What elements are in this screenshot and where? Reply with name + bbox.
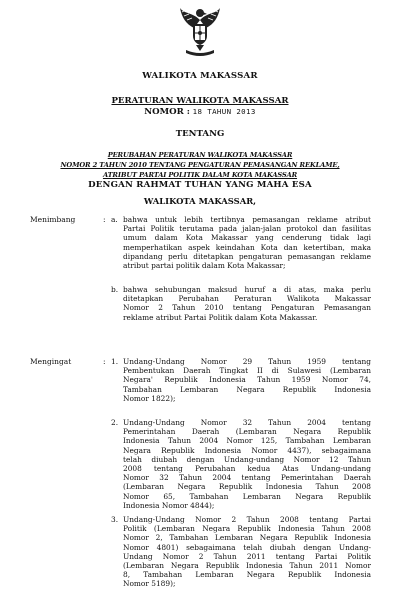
item-marker: 3. — [111, 515, 119, 524]
item-line: Nomor 2 Tahun 2010 tentang Pengaturan Pemasangan — [123, 303, 371, 313]
number-label: NOMOR : — [144, 107, 190, 117]
item-line: (Lembaran Negara Republik Indonesia Tahun 2011 Nomor — [123, 561, 371, 571]
about-heading: TENTANG — [175, 129, 225, 139]
item-line: atribut partai politik dalam Kota Makassar; — [123, 261, 286, 271]
mengingat-label: Mengingat — [30, 357, 72, 366]
item-line: Nomor 65, Tambahan Lembaran Negara Republik — [123, 491, 371, 501]
item-line: umum dalam Kota Makassar yang cenderung tidak lagi — [123, 233, 371, 243]
item-line: Nomor 32 Tahun 2004 tentang Pemerintahan Daerah — [123, 473, 371, 483]
item-marker: 2. — [111, 418, 119, 427]
item-line: Politik (Lembaran Negara Republik Indonesia Tahun 2008 — [123, 524, 371, 534]
item-line: Negara Republik Indonesia Nomor 4437), sebagaimana — [123, 445, 371, 455]
grace-statement: DENGAN RAHMAT TUHAN YANG MAHA ESA — [88, 180, 312, 190]
item-line: ditetapkan Perubahan Peraturan Walikota Makassar — [123, 294, 371, 304]
item-line: 8, Tambahan Lembaran Negara Republik Indonesia — [123, 570, 371, 580]
item-line: Nomor 1822); — [123, 393, 176, 403]
item-line: Undang-Undang Nomor 29 Tahun 1959 tentang — [123, 357, 371, 366]
item-line: memperhatikan aspek keindahan Kota dan ketertiban, maka — [123, 242, 371, 252]
mengingat-item-1 — [111, 357, 371, 403]
mengingat-item-3 — [111, 515, 371, 589]
item-line: Undang Nomor 2 Tahun 2011 tentang Partai Politik — [123, 551, 371, 561]
item-marker: b. — [111, 285, 119, 294]
item-line: Undang-Undang Nomor 2 Tahun 2008 tentang Partai — [123, 515, 371, 524]
item-line: Indonesia Tahun 2004 Nomor 125, Tambahan Lembaran — [123, 436, 371, 446]
item-line: 2008 tentang Perubahan kedua Atas Undang-undang — [123, 464, 371, 474]
regulation-subject — [0, 150, 400, 180]
item-line: (Lembaran Negara Republik Indonesia Tahun 2008 — [123, 482, 371, 492]
item-line: Negara' Republik Indonesia Tahun 1959 Nomor 74, — [123, 375, 371, 385]
item-line: Partai Politik terutama pada jalan-jalan protokol dan fasilitas — [123, 224, 371, 234]
mengingat-colon: : — [103, 357, 106, 366]
item-line: Indonesia Nomor 4844); — [123, 500, 215, 510]
regulation-number — [0, 107, 400, 117]
item-line: bahwa untuk lebih tertibnya pemasangan reklame atribut — [123, 215, 371, 224]
mengingat-item-2 — [111, 418, 371, 510]
item-marker: 1. — [111, 357, 119, 366]
subject-line: ATRIBUT PARTAI POLITIK DALAM KOTA MAKASSAR — [102, 171, 298, 179]
garuda-emblem-icon — [178, 4, 222, 58]
menimbang-colon: : — [103, 215, 106, 224]
item-line: reklame atribut Partai Politik dalam Kota Makassar. — [123, 312, 318, 322]
item-line: Undang-Undang Nomor 32 Tahun 2004 tentang — [123, 418, 371, 427]
menimbang-item-b — [111, 285, 371, 322]
regulation-title: PERATURAN WALIKOTA MAKASSAR — [111, 96, 289, 106]
menimbang-label: Menimbang — [30, 215, 76, 224]
item-line: Pembentukan Daerah Tingkat II di Sulawesi (Lembaran — [123, 366, 371, 376]
office-heading: WALIKOTA MAKASSAR — [142, 71, 258, 81]
mayor-heading: WALIKOTA MAKASSAR, — [143, 196, 257, 206]
subject-line: NOMOR 2 TAHUN 2010 TENTANG PENGATURAN PEMASANGAN REKLAME, — [60, 161, 340, 169]
subject-line: PERUBAHAN PERATURAN WALIKOTA MAKASSAR — [107, 151, 293, 159]
item-line: Tambahan Lembaran Negara Republik Indonesia — [123, 384, 371, 394]
menimbang-item-a — [111, 215, 371, 270]
number-value: 18 TAHUN 2013 — [192, 107, 256, 116]
item-line: Pemerintahan Daerah (Lembaran Negara Republik — [123, 427, 371, 437]
item-marker: a. — [111, 215, 118, 224]
item-line: Nomor 4801) sebagaimana telah diubah dengan Undang- — [123, 542, 371, 552]
item-line: Nomor 5189); — [123, 579, 176, 589]
item-line: bahwa sehubungan maksud huruf a di atas, maka perlu — [123, 285, 371, 294]
item-line: Nomor 2, Tambahan Lembaran Negara Republik Indonesia — [123, 533, 371, 543]
item-line: telah diubah dengan Undang-undang Nomor 12 Tahun — [123, 454, 371, 464]
item-line: dipandang perlu ditetapkan pengaturan pemasangan reklame — [123, 251, 371, 261]
